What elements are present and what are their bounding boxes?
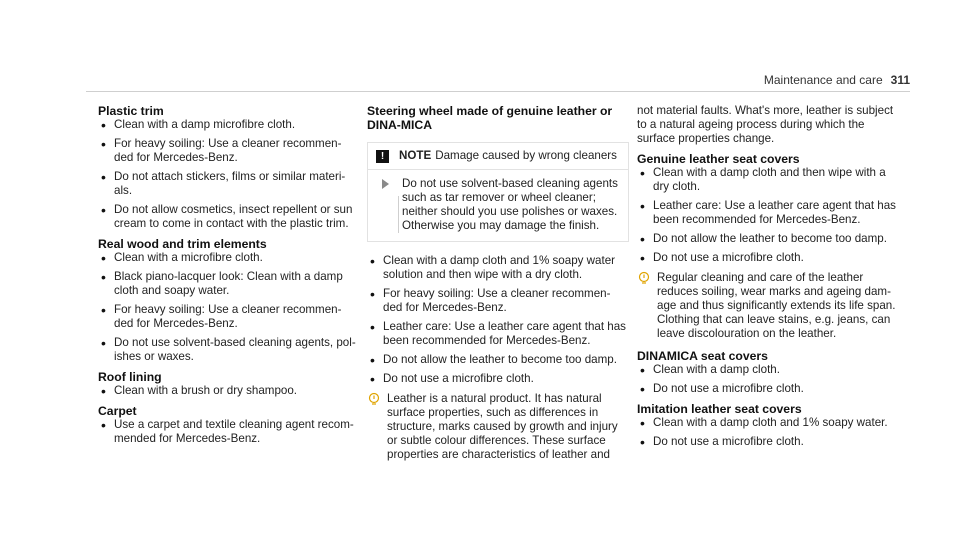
list-item: • Use a carpet and textile cleaning agent recom-mended for Mercedes-Benz. (98, 418, 360, 446)
list-item: • For heavy soiling: Use a cleaner recommen-ded for Mercedes-Benz. (367, 287, 629, 315)
page-header (764, 73, 910, 87)
note-header (368, 143, 628, 170)
list-item: • Do not use a microfibre cloth. (637, 251, 899, 265)
list-item: • Black piano-lacquer look: Clean with a damp cloth and soapy water. (98, 270, 360, 298)
dinamica-list (637, 363, 899, 396)
imitation-leather-list (637, 416, 899, 449)
list-item: • Do not allow cosmetics, insect repellent or sun cream to come in contact with the plastic trim. (98, 203, 360, 231)
note-box (367, 142, 629, 242)
continued-paragraph: not material faults. What's more, leather is subject to a natural ageing process during which the surface properties change. (637, 104, 894, 145)
list-item: • Clean with a damp cloth and 1% soapy water solution and then wipe with a dry cloth. (367, 254, 629, 282)
header-divider (86, 91, 910, 92)
list-item: • Do not use a microfibre cloth. (637, 382, 899, 396)
tip-text: Regular cleaning and care of the leather reduces soiling, wear marks and ageing dam-age and thus significantly extends its life span. Clothing that can leave stains, e.g. jeans, can leave discolouration on the leather. (657, 271, 896, 340)
note-label: NOTE (399, 149, 432, 162)
steering-wheel-list (367, 254, 629, 386)
column-3 (637, 104, 899, 455)
list-item: • Clean with a damp cloth. (637, 363, 899, 377)
section-title: Maintenance and care (763, 73, 883, 87)
section-heading-dinamica: DINAMICA seat covers (637, 349, 768, 363)
list-item: • Leather care: Use a leather care agent that has been recommended for Mercedes-Benz. (637, 199, 899, 227)
list-item: • Do not use a microfibre cloth. (367, 372, 629, 386)
section-heading-real-wood: Real wood and trim elements (98, 237, 267, 251)
tip-paragraph (367, 392, 629, 462)
list-item: • Do not use a microfibre cloth. (637, 435, 899, 449)
column-2 (367, 104, 629, 470)
list-item: • For heavy soiling: Use a cleaner recommen-ded for Mercedes-Benz. (98, 303, 360, 331)
list-item: • Clean with a damp cloth and 1% soapy water. (637, 416, 899, 430)
info-tip-icon (367, 392, 381, 406)
carpet-list (98, 418, 360, 446)
list-item: • Clean with a microfibre cloth. (98, 251, 360, 265)
note-text: Damage caused by wrong cleaners (435, 149, 617, 162)
tip-text: Leather is a natural product. It has natural surface properties, such as differences in structure, marks caused by growth and injury or subtle colour differences. These surface properties are characteristics of leather and (387, 392, 618, 461)
note-bar (398, 196, 399, 233)
note-instruction: Do not use solvent-based cleaning agents such as tar remover or wheel cleaner; neither should you use polishes or waxes. Otherwise you may damage the finish. (402, 177, 618, 232)
list-item: • Do not allow the leather to become too damp. (367, 353, 629, 367)
note-body (368, 170, 628, 241)
section-heading-imitation-leather: Imitation leather seat covers (637, 402, 802, 416)
section-heading-plastic-trim: Plastic trim (98, 104, 164, 118)
genuine-leather-list (637, 166, 899, 265)
list-item: • Do not use solvent-based cleaning agents, pol-ishes or waxes. (98, 336, 360, 364)
list-item: • Do not allow the leather to become too damp. (637, 232, 899, 246)
tip-paragraph (637, 271, 899, 341)
list-item: • Clean with a brush or dry shampoo. (98, 384, 360, 398)
list-item: • Clean with a damp microfibre cloth. (98, 118, 360, 132)
page-number: 311 (890, 73, 910, 87)
real-wood-list (98, 251, 360, 364)
section-heading-genuine-leather: Genuine leather seat covers (637, 152, 800, 166)
arrow-right-icon (382, 179, 389, 189)
list-item: • For heavy soiling: Use a cleaner recommen-ded for Mercedes-Benz. (98, 137, 360, 165)
plastic-trim-list (98, 118, 360, 231)
info-tip-icon (637, 271, 651, 285)
section-heading-roof-lining: Roof lining (98, 370, 162, 384)
column-1 (98, 104, 360, 452)
warning-icon: ! (376, 150, 389, 163)
roof-lining-list (98, 384, 360, 398)
section-heading-steering-wheel: Steering wheel made of genuine leather or DINA-MICA (367, 104, 613, 132)
list-item: • Clean with a damp cloth and then wipe with a dry cloth. (637, 166, 899, 194)
list-item: • Leather care: Use a leather care agent that has been recommended for Mercedes-Benz. (367, 320, 629, 348)
list-item: • Do not attach stickers, films or similar materi-als. (98, 170, 360, 198)
section-heading-carpet: Carpet (98, 404, 137, 418)
